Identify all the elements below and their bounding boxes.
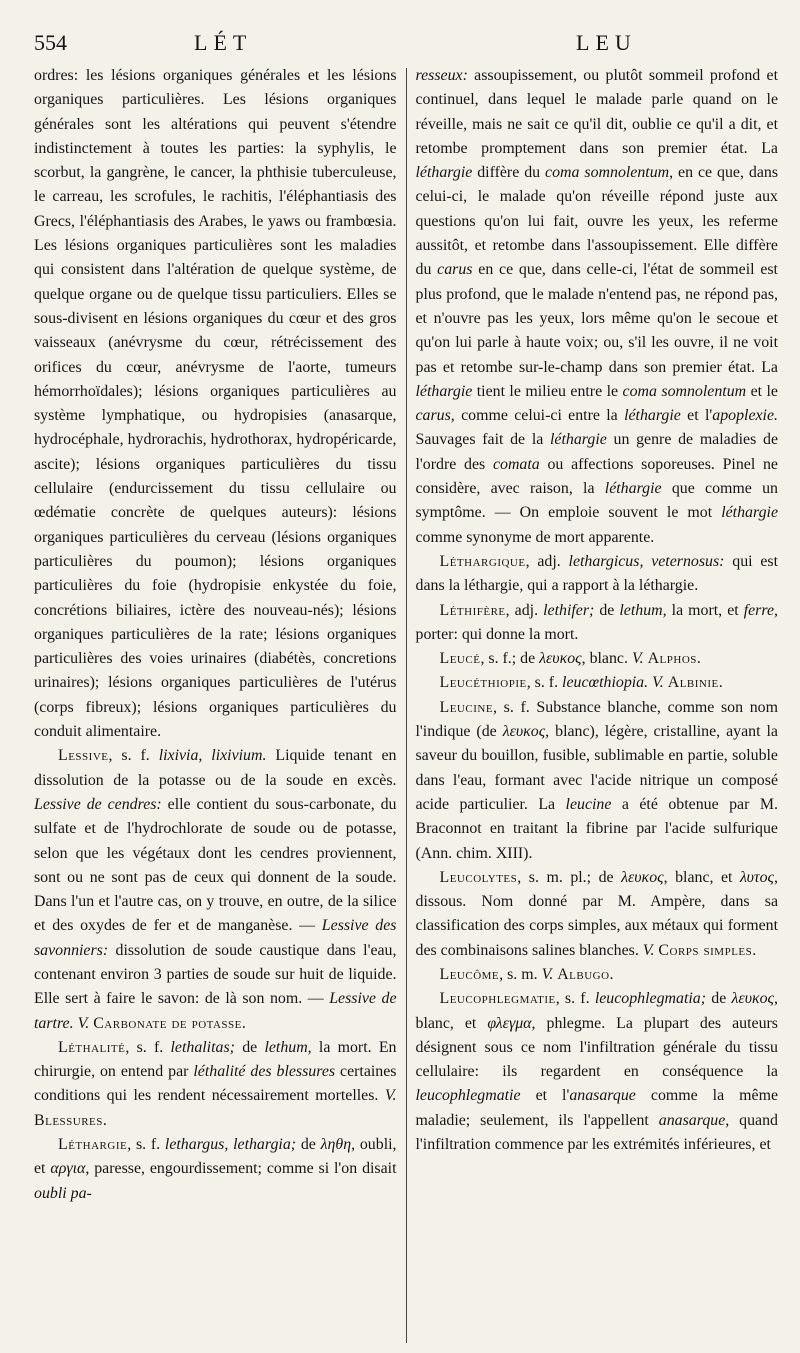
entry-leucolytes: Leucolytes, s. m. pl.; de λευκος, blanc, et λυτος, dissous. Nom donné par M. Ampère, dans sa classification des corps simples, aux métaux qui forment des combinaisons salines blanches. V. Corps simples. [415, 868, 778, 959]
column-rule [406, 68, 407, 1343]
greek-etymon: λευκος [621, 868, 664, 886]
right-column [416, 64, 779, 1343]
subentry: Lessive des savonniers: [34, 917, 397, 959]
running-head-left: LÉT [194, 30, 253, 55]
page-number: 554 [34, 30, 67, 55]
headword: Leucophlegmatie [439, 990, 556, 1008]
subentry: Lessive de cendres: [34, 795, 162, 813]
headword: Léthargique [439, 552, 526, 570]
greek-etymon: φλεγμα [487, 1014, 532, 1032]
cross-reference: Corps simples. [658, 941, 757, 959]
lesions-continuation: ordres: les lésions organiques générales et les lésions organiques particulières. Les lésions organiques générales sont les altérations qui peuvent s'étendre indistinctement à toutes les parties: la syphylis, le scorbut, la gangrène, le cancer, la phthisie tuberculeuse, le carreau, les scrofules, le rachitis, l'éléphantiasis des Grecs, l'éléphantiasis des Arabes, le yaws ou frambœsia. Les lésions organiques particulières sont les maladies qui consistent dans l'altération de quelque système, de quelque organe ou de quelque tissu particuliers. Elles se sous-divisent en lésions organiques du cœur et des gros vaisseaux (anévrysme du cœur, rétrécissement des orifices du cœur, anévrysme de l'aorte, tumeurs hémorrhoïdales); lésions organiques particulières au système lymphatique, ou hydropisies (anasarque, hydrocéphale, hydrorachis, hydrothorax, hydropéricarde, ascite); lésions organiques particulières du tissu cellulaire (endurcissement du tissu cellulaire ou œdématie concrète de quelques auteurs): lésions organiques particulières du cerveau (lésions organiques particulières du poumon); lésions organiques particulières du foie (hydropisie enkystée du foie, concrétions biliaires, ictère des nouveau-nés); lésions organiques particulières de la rate; lésions organiques particulières des voies urinaires (diabétès, concretions urinaires); lésions organiques particulières de l'utérus (corps fibreux); lésions organiques particulières du conduit alimentaire. [34, 67, 397, 741]
latin-term: leucœthiopia. [562, 674, 649, 692]
text-columns [34, 64, 778, 1343]
headword: Léthargie [58, 1136, 128, 1154]
latin-term: lethifer; [543, 601, 595, 619]
cross-reference: Blessures. [34, 1111, 108, 1129]
latin-term: lethargicus, veternosus: [568, 552, 725, 570]
page-header [34, 30, 778, 66]
greek-etymon: ληθη [320, 1136, 352, 1154]
subentry: Lessive de tartre. [34, 990, 397, 1032]
lethargie-continuation: resseux: assoupissement, ou plutôt sommeil profond et continuel, dans lequel le malade parle quand on le réveille, mais ne sait ce qu'il dit, oublie ce qu'il a dit, et retombe promptement dans son premier état. La léthargie diffère du coma somnolentum, en ce que, dans celui-ci, le malade qu'on réveille répond juste aux questions qu'on lui fait, ouvre les yeux, les referme aussitôt, et retombe dans l'assoupissement. Elle diffère du carus en ce que, dans celle-ci, l'état de sommeil est plus profond, que le malade n'entend pas, ne répond pas, et n'ouvre pas les yeux, lors même qu'on le secoue et qu'on lui parle à haute voix; ou, s'il les ouvre, il ne voit pas et retombe sur-le-champ dans son premier état. La léthargie tient le milieu entre le coma somnolentum et le carus, comme celui-ci entre la léthargie et l'apoplexie. Sauvages fait de la léthargie un genre de maladies de l'ordre des comata ou affections soporeuses. Pinel ne considère, avec raison, la léthargie que comme un symptôme. — On emploie souvent le mot léthargie comme synonyme de mort apparente. [415, 67, 779, 546]
entry-leucethiopie: Leucéthiopie, s. f. leucœthiopia. V. Albinie. [439, 674, 724, 692]
greek-etymon: λυτος [740, 868, 774, 886]
cross-reference: Albugo. [557, 965, 615, 983]
greek-etymon: λευκος [731, 990, 775, 1008]
latin-term: lethargus, lethargia; [164, 1136, 297, 1154]
cross-reference: Alphos. [647, 650, 702, 668]
latin-term: leucophlegmatia; [594, 990, 707, 1008]
headword: Leucolytes [439, 868, 518, 886]
headword: Lessive [58, 747, 109, 765]
cross-reference: Carbonate de potasse. [93, 1014, 247, 1032]
entry-lethargique: Léthargique, adj. lethargicus, veternosus: qui est dans la léthargie, qui a rapport à la léthargie. [415, 552, 778, 595]
headword: Léthifère [439, 601, 506, 619]
greek-etymon: λευκος [539, 650, 582, 668]
entry-leuce: Leucé, s. f.; de λευκος, blanc. V. Alphos. [439, 650, 702, 668]
left-column [34, 64, 397, 1343]
entry-lessive: Lessive, s. f. lixivia, lixivium. Liquide tenant en dissolution de la potasse ou de la soude en excès. Lessive de cendres: elle contient du sous-carbonate, du sulfate et de l'hydrochlorate de soude ou de potasse, selon que les végétaux dont les cendres proviennent, sont ou ne sont pas de ceux qui donnent de la soude. Dans l'un et l'autre cas, on y trouve, en outre, de la silice et des oxydes de fer et de manganèse. — Lessive des savonniers: dissolution de soude caustique dans l'eau, contenant environ 3 parties de soude sur huit de liquide. Elle sert à faire le savon: de là son nom. — Lessive de tartre. V. Carbonate de potasse. [34, 747, 397, 1032]
greek-etymon: λευκος [502, 723, 546, 741]
latin-term: lethalitas; [170, 1038, 235, 1056]
greek-etymon: αργια [50, 1160, 86, 1178]
entry-leucine: Leucine, s. f. Substance blanche, comme son nom l'indique (de λευκος, blanc), légère, cristalline, ayant la saveur du bouillon, fusible, sublimable en partie, soluble dans l'eau, formant avec l'acide nitrique un composé acide particulier. La leucine a été obtenue par M. Braconnot en traitant la fibrine par l'acide sulfurique (Ann. chim. XIII). [415, 698, 778, 862]
headword: Leucôme [439, 965, 500, 983]
entry-leucophlegmatie: Leucophlegmatie, s. f. leucophlegmatia; de λευκος, blanc, et φλεγμα, phlegme. La plupart des auteurs désignent sous ce nom l'infiltration générale du tissu cellulaire: ils regardent en conséquence la leucophlegmatie et l'anasarque comme la même maladie; seulement, ils l'appellent anasarque, quand l'infiltration commence par les extrémités inférieures, et [415, 990, 779, 1154]
headword: Leucine [439, 698, 494, 716]
headword: Leucé [439, 650, 481, 668]
headword: Léthalité [58, 1038, 126, 1056]
entry-lethifere: Léthifère, adj. lethifer; de lethum, la mort, et ferre, porter: qui donne la mort. [415, 601, 778, 643]
entry-lethalite: Léthalité, s. f. lethalitas; de lethum, la mort. En chirurgie, on entend par léthalité des blessures certaines conditions qui les rendent nécessairement mortelles. V. Blessures. [34, 1038, 397, 1129]
entry-leucome: Leucôme, s. m. V. Albugo. [439, 965, 615, 983]
cross-reference: Albinie. [667, 674, 724, 692]
entry-lethargie: Léthargie, s. f. lethargus, lethargia; de ληθη, oubli, et αργια, paresse, engourdissement; comme si l'on disait oubli pa- [34, 1136, 397, 1202]
running-head-right: LEU [576, 30, 637, 55]
headword: Leucéthiopie [439, 674, 527, 692]
latin-term: lixivia, lixivium. [158, 747, 267, 765]
